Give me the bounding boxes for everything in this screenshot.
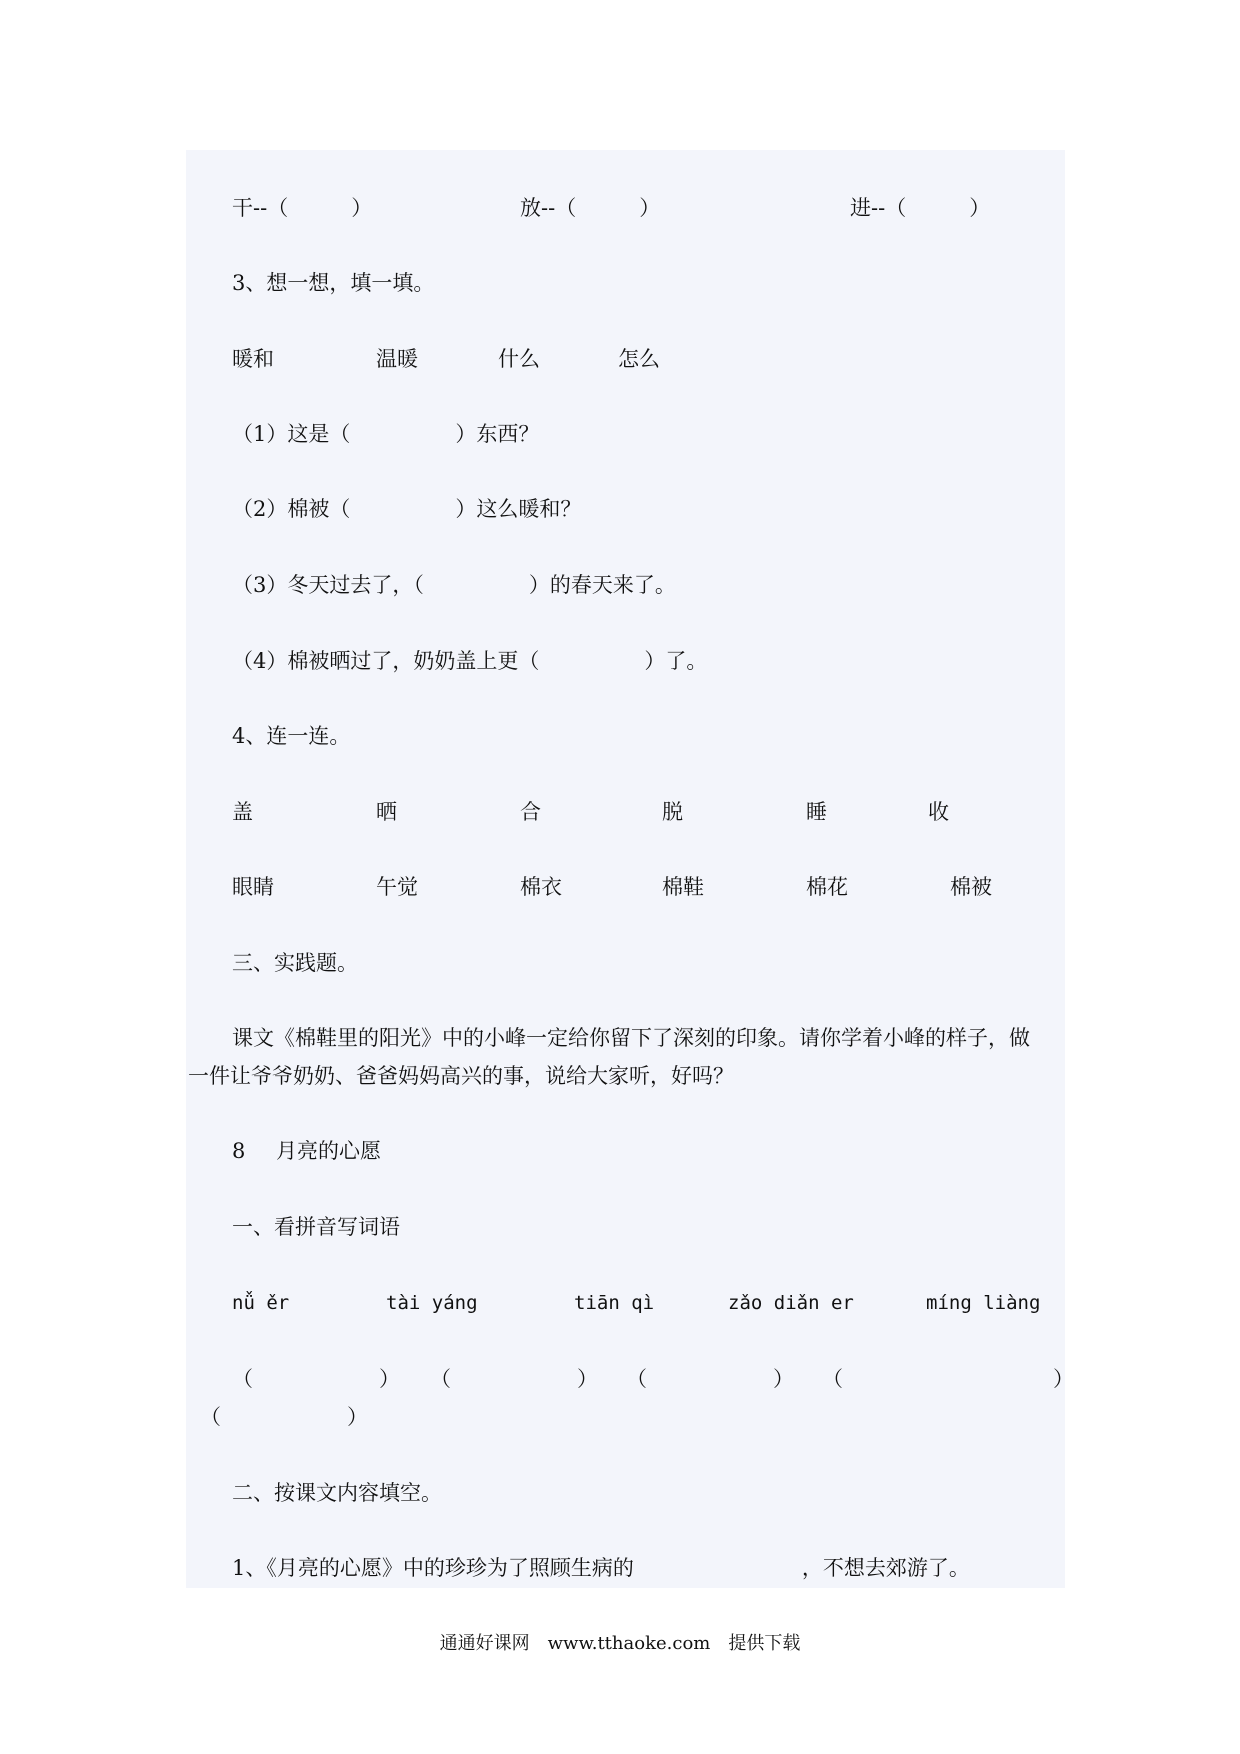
q3-option: 温暖 [376,347,418,371]
pinyin-word: zǎo diǎn er [728,1292,854,1314]
q4-noun: 棉被 [950,875,992,899]
answer-blank: （ ） [822,1367,1074,1391]
q3-option: 暖和 [232,347,274,371]
answer-blank: （ ） [626,1367,794,1391]
worksheet-page [186,150,1074,1588]
answer-blank: （ ） [232,1367,400,1391]
page-footer: 通通好课网 www.tthaoke.com 提供下载 [439,1633,801,1654]
q4-verb: 晒 [376,800,397,824]
q3-item-2: （2）棉被（ ）这么暖和？ [232,497,582,521]
section3-title: 三、实践题。 [232,951,358,975]
q4-verb: 收 [928,800,949,824]
q3-option: 怎么 [618,347,660,371]
lesson-number: 8 [232,1139,246,1163]
q3-item-1: （1）这是（ ）东西？ [232,422,540,446]
antonym-gan: 干--（ ） [232,196,373,220]
q4-noun: 棉鞋 [662,875,704,899]
q4-verb: 合 [520,800,541,824]
q4-noun: 午觉 [376,875,418,899]
pinyin-word: míng liàng [926,1292,1041,1314]
q4-noun: 棉衣 [520,875,562,899]
q3-item-4: （4）棉被晒过了，奶奶盖上更（ ）了。 [232,649,708,673]
answer-blank: （ ） [200,1405,368,1429]
pinyin-word: tài yáng [386,1292,478,1314]
part1-title: 一、看拼音写词语 [232,1215,400,1239]
q3-title: 3、想一想，填一填。 [232,271,435,295]
pinyin-word: nǚ ěr [232,1292,290,1314]
q4-title: 4、连一连。 [232,724,351,748]
section3-paragraph-line1: 课文《棉鞋里的阳光》中的小峰一定给你留下了深刻的印象。请你学着小峰的样子，做 [232,1026,1030,1050]
answer-blank: （ ） [430,1367,598,1391]
antonym-fang: 放--（ ） [520,196,661,220]
part2-title: 二、按课文内容填空。 [232,1481,442,1505]
q3-option: 什么 [498,347,540,371]
q4-noun: 眼睛 [232,875,274,899]
fill-question-1: 1、《月亮的心愿》中的珍珍为了照顾生病的 ，不想去郊游了。 [232,1556,970,1580]
q4-verb: 盖 [232,800,253,824]
q4-noun: 棉花 [806,875,848,899]
pinyin-word: tiān qì [574,1292,655,1314]
q4-verb: 睡 [806,800,827,824]
lesson-title: 月亮的心愿 [276,1139,381,1163]
section3-paragraph-line2: 一件让爷爷奶奶、爸爸妈妈高兴的事，说给大家听，好吗？ [188,1064,734,1088]
q4-verb: 脱 [662,800,683,824]
antonym-jin: 进--（ ） [850,196,991,220]
q3-item-3: （3）冬天过去了，（ ）的春天来了。 [232,573,676,597]
